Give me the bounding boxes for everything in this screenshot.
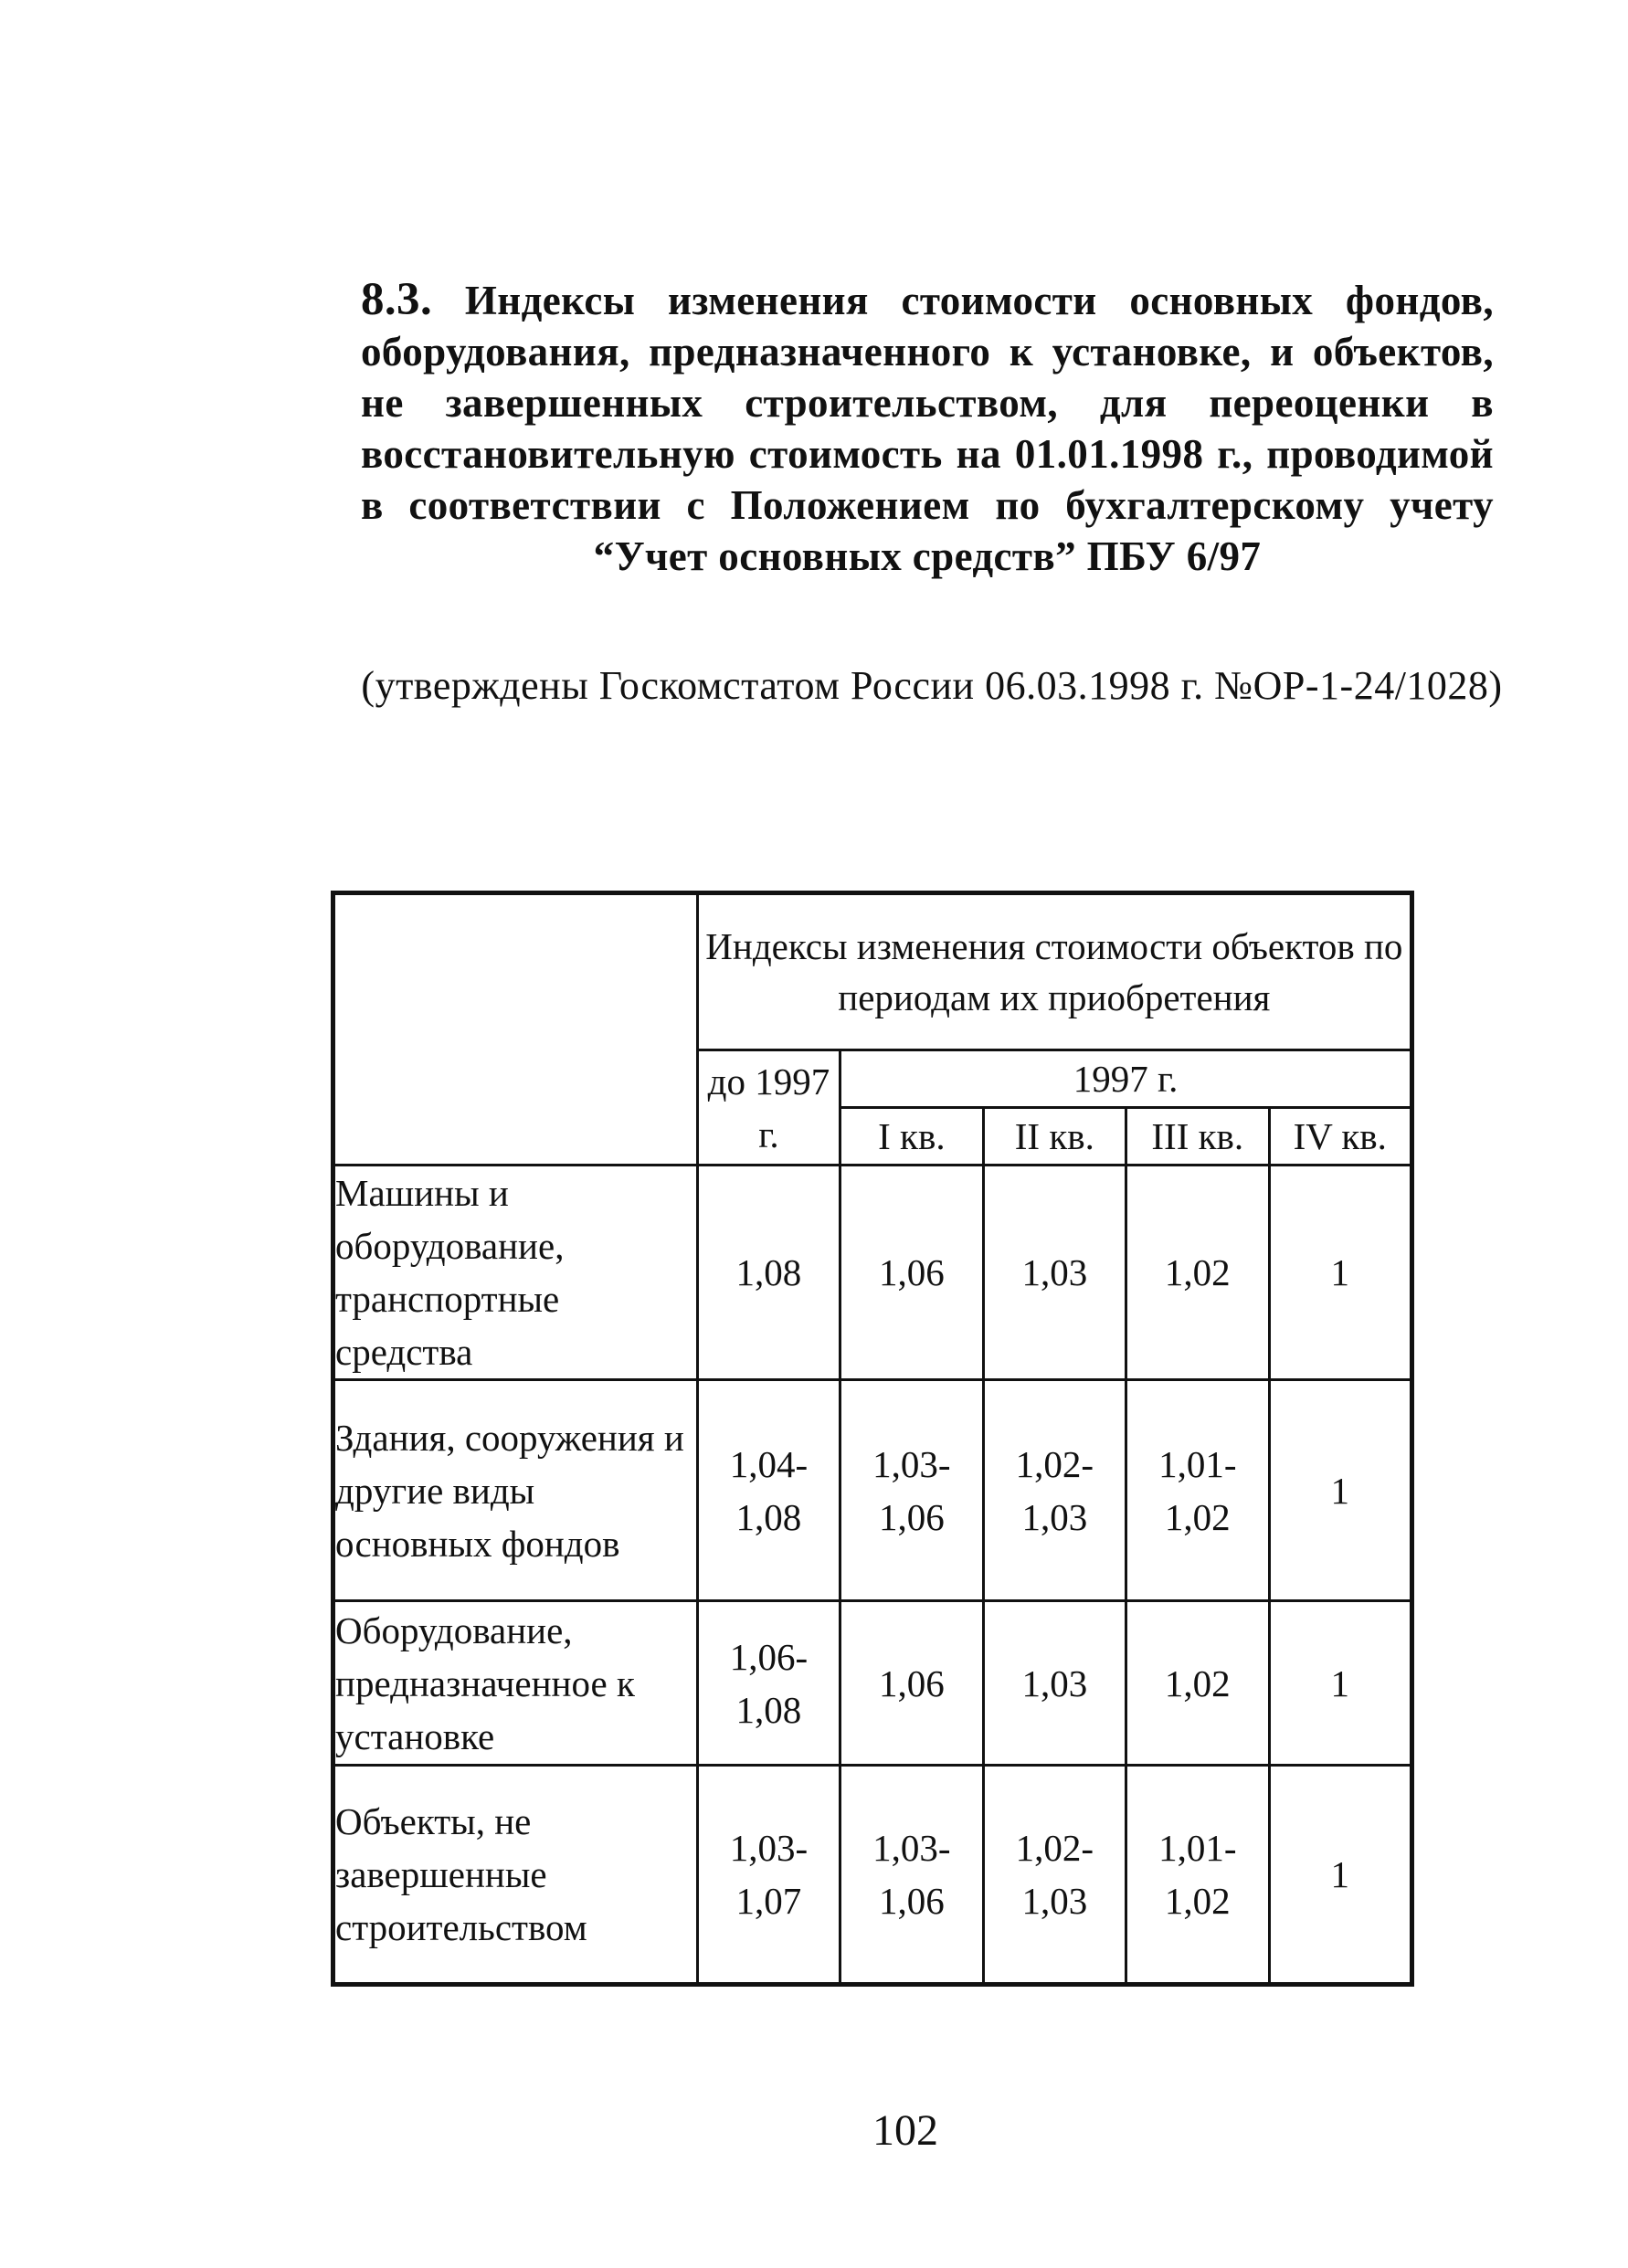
- index-value: 1,03: [983, 1166, 1126, 1380]
- quarter-header: I кв.: [840, 1108, 983, 1166]
- row-label: Здания, сооружения и другие виды основных фондов: [333, 1380, 698, 1601]
- quarter-header: IV кв.: [1269, 1108, 1411, 1166]
- row-label: Машины и оборудование, транспортные средства: [333, 1166, 698, 1380]
- index-value: 1,06: [840, 1166, 983, 1380]
- table-row: [333, 1766, 1412, 1985]
- index-value: 1,03-1,07: [697, 1766, 840, 1985]
- table-row: [333, 1601, 1412, 1766]
- index-value: 1: [1269, 1601, 1411, 1766]
- index-value: 1: [1269, 1766, 1411, 1985]
- index-value: 1,02: [1126, 1166, 1269, 1380]
- index-value: 1,02-1,03: [983, 1766, 1126, 1985]
- table-row: [333, 1380, 1412, 1601]
- index-value: 1: [1269, 1166, 1411, 1380]
- index-value: 1,02: [1126, 1601, 1269, 1766]
- blank-corner-cell: [333, 893, 698, 1166]
- index-value: 1,04-1,08: [697, 1380, 840, 1601]
- table-row: [333, 1166, 1412, 1380]
- index-value: 1,01-1,02: [1126, 1766, 1269, 1985]
- quarter-header: III кв.: [1126, 1108, 1269, 1166]
- page-number: 102: [872, 2106, 938, 2155]
- index-value: 1,03-1,06: [840, 1766, 983, 1985]
- index-value: 1,01-1,02: [1126, 1380, 1269, 1601]
- group-header: Индексы изменения стоимости объектов по периодам их приобретения: [697, 893, 1411, 1050]
- index-value: 1: [1269, 1380, 1411, 1601]
- approval-note: (утверждены Госкомстатом России 06.03.1998 г. №ОР-1-24/1028): [361, 663, 1503, 708]
- index-value: 1,03-1,06: [840, 1380, 983, 1601]
- quarter-header: II кв.: [983, 1108, 1126, 1166]
- index-value: 1,02-1,03: [983, 1380, 1126, 1601]
- section-title: Индексы изменения стоимости основных фондов, оборудования, предназначенного к установке, и объектов, не завершенных строительством, для переоценки в восстановительную стоимость на 01.01.1998 г., проводимой в соответствии с Положением по бухгалтерскому учету “Учет основных средств” ПБУ 6/97: [361, 278, 1494, 579]
- section-number: 8.3.: [361, 274, 433, 325]
- index-value: 1,06: [840, 1601, 983, 1766]
- index-value: 1,03: [983, 1601, 1126, 1766]
- section-heading: [361, 274, 1494, 582]
- year-1997-header: 1997 г.: [840, 1050, 1412, 1108]
- index-value: 1,06-1,08: [697, 1601, 840, 1766]
- index-value: 1,08: [697, 1166, 840, 1380]
- pre-1997-header: до 1997 г.: [697, 1050, 840, 1166]
- row-label: Объекты, не завершенные строительством: [333, 1766, 698, 1985]
- row-label: Оборудование, предназначенное к установке: [333, 1601, 698, 1766]
- index-table: [331, 891, 1414, 1987]
